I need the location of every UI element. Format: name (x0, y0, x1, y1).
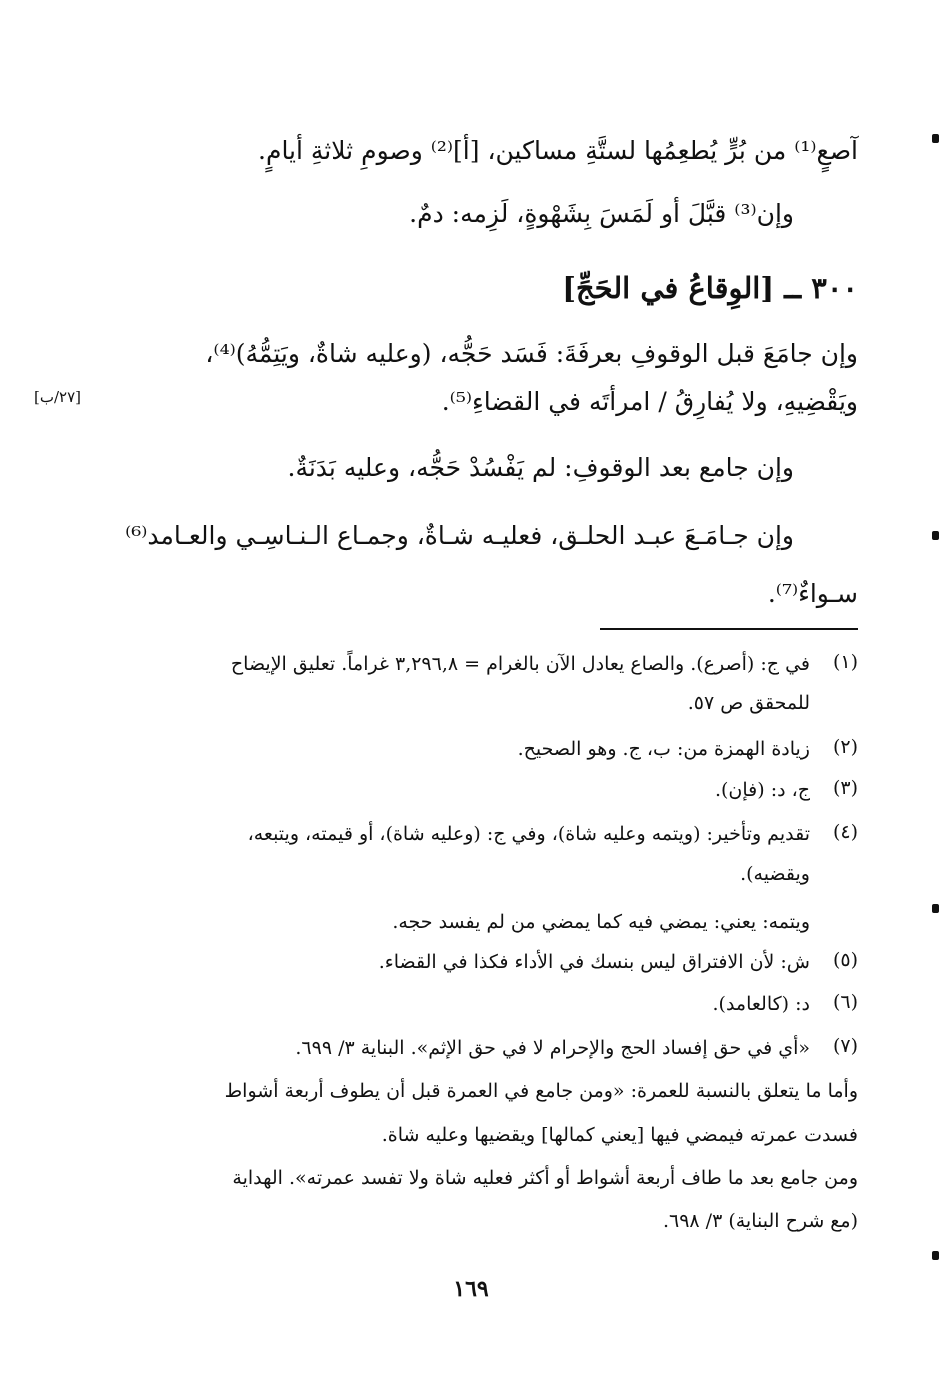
footnote-3-line-1: ج، د: (فإن). (714, 779, 810, 801)
footnote-number-5: (٥) (832, 949, 858, 971)
main-text-line-2: وإن⁽³⁾ قبَّلَ أو لَمَسَ بِشَهْوةٍ، لَزِمه: دمٌ. (409, 199, 794, 228)
scan-edge-mark-1 (932, 134, 939, 143)
footnote-separator (600, 628, 858, 630)
section-heading: ٣٠٠ ــ [الوِقاعُ في الحَجِّ] (562, 271, 858, 305)
footnote-7-line-2: وأما ما يتعلق بالنسبة للعمرة: «ومن جامع في العمرة قبل أن يطوف أربعة أشواط (224, 1080, 858, 1102)
footnote-4-extra-line: ويتمه: يعني: يمضي فيه كما يمضي من لم يفسد حجه. (392, 911, 810, 933)
footnote-7-line-5: (مع شرح البناية) ٣/ ٦٩٨. (662, 1210, 858, 1232)
footnote-number-1: (١) (832, 651, 858, 673)
scan-edge-mark-4 (932, 1251, 939, 1260)
footnote-number-2: (٢) (832, 736, 858, 758)
footnote-7-line-1: «أي في حق إفساد الحج والإحرام لا في حق الإثم». البناية ٣/ ٦٩٩. (295, 1037, 810, 1059)
footnote-2-line-1: زيادة الهمزة من: ب، ج. وهو الصحيح. (517, 738, 810, 760)
main-text-line-3: وإن جامَعَ قبل الوقوفِ بعرفَةَ: فَسَد حَجُّه، (وعليه شاةٌ، ويَتِمُّهُ)⁽⁴⁾، (205, 339, 858, 368)
main-text-line-5: وإن جامع بعد الوقوفِ: لم يَفْسُدْ حَجُّه، وعليه بَدَنَةٌ. (287, 453, 794, 482)
footnote-4-line-2: ويقضيه). (740, 863, 810, 885)
footnote-number-3: (٣) (832, 777, 858, 799)
main-text-line-7: سـواءٌ⁽⁷⁾. (767, 579, 858, 608)
footnote-4-line-1: تقديم وتأخير: (ويتمه وعليه شاة)، وفي ج: (وعليه شاة)، أو قيمته، ويتبعه، (247, 823, 810, 845)
page-number: ١٦٩ (453, 1276, 489, 1302)
footnote-5-line-1: ش: لأن الافتراق ليس بنسك في الأداء فكذا في القضاء. (378, 951, 810, 973)
main-text-line-1: آصعٍ⁽¹⁾ من بُرٍّ يُطعِمُها لستَّةِ مساكين، [أ]⁽²⁾ وصومِ ثلاثةِ أيامٍ. (258, 136, 858, 165)
footnote-number-7: (٧) (832, 1035, 858, 1057)
footnote-7-line-4: ومن جامع بعد ما طاف أربعة أشواط أو أكثر فعليه شاة ولا تفسد عمرته». الهداية (232, 1167, 858, 1189)
footnote-number-6: (٦) (832, 991, 858, 1013)
main-text-line-6: وإن جـامَـعَ عبـد الحلـق، فعليـه شـاةٌ، وجمـاع الـنـاسِـي والعـامد⁽⁶⁾ (125, 521, 794, 550)
margin-folio-note: [٢٧/ب] (34, 388, 82, 406)
main-text-line-4: ويَقْضِيهِ، ولا يُفارِقُ / امرأتَه في القضاءِ⁽⁵⁾. (441, 387, 858, 416)
footnote-7-line-3: فسدت عمرته فيمضي فيها [يعني كمالها] ويقضيها وعليه شاة. (381, 1124, 858, 1146)
scan-edge-mark-3 (932, 904, 939, 913)
footnote-1-line-1: في ج: (أصرع). والصاع يعادل الآن بالغرام = ٣,٢٩٦,٨ غراماً. تعليق الإيضاح (230, 653, 810, 675)
scan-edge-mark-2 (932, 531, 939, 540)
footnote-number-4: (٤) (832, 821, 858, 843)
footnote-6-line-1: د: (كالعامد). (712, 993, 810, 1015)
footnote-1-line-2: للمحقق ص ٥٧. (687, 692, 810, 714)
